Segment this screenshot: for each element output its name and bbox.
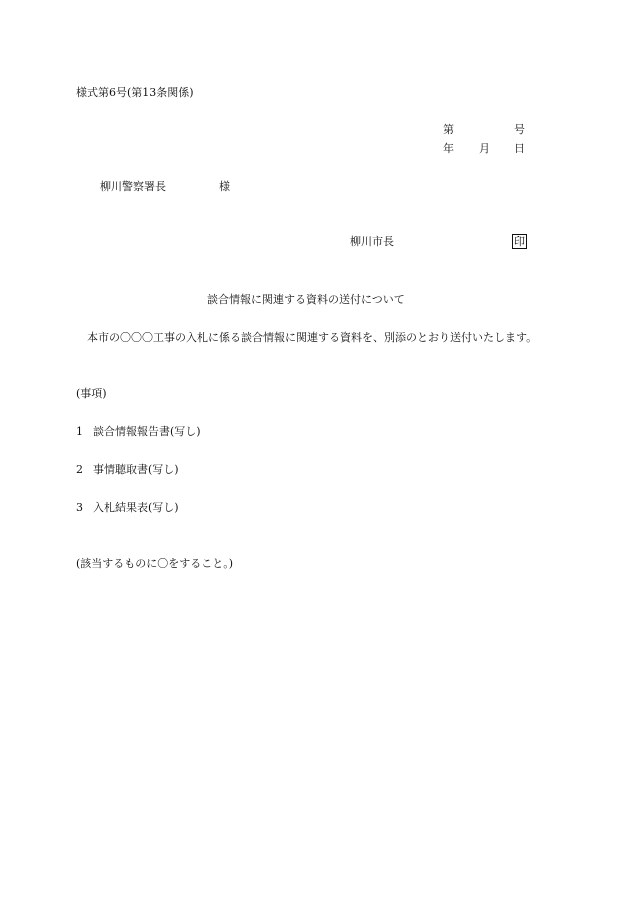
item-number: 2: [76, 463, 83, 476]
item-text: 入札結果表(写し): [93, 501, 179, 514]
date-month: 月: [479, 142, 490, 155]
item-number: 1: [76, 425, 83, 438]
doc-number-prefix: 第: [443, 123, 454, 136]
document-title: 談合情報に関連する資料の送付について: [207, 293, 405, 306]
body-paragraph: 本市の〇〇〇工事の入札に係る談合情報に関連する資料を、別添のとおり送付いたします。: [87, 331, 538, 344]
item-number: 3: [76, 501, 83, 514]
list-item: [76, 463, 179, 477]
addressee-honorific: 様: [219, 180, 230, 193]
seal-label: 印: [514, 235, 525, 248]
doc-number-suffix: 号: [514, 123, 525, 136]
item-text: 事情聴取書(写し): [93, 463, 179, 476]
list-item: [76, 425, 201, 439]
item-text: 談合情報報告書(写し): [93, 425, 201, 438]
form-number: 様式第6号(第13条関係): [76, 86, 194, 99]
seal-mark: [512, 234, 527, 249]
items-header: (事項): [76, 387, 107, 400]
date-day: 日: [514, 142, 525, 155]
sender-name: 柳川市長: [350, 235, 394, 248]
addressee-name: 柳川警察署長: [100, 180, 166, 193]
list-item: [76, 501, 179, 515]
footnote: (該当するものに〇をすること。): [76, 557, 234, 570]
date-year: 年: [443, 142, 454, 155]
